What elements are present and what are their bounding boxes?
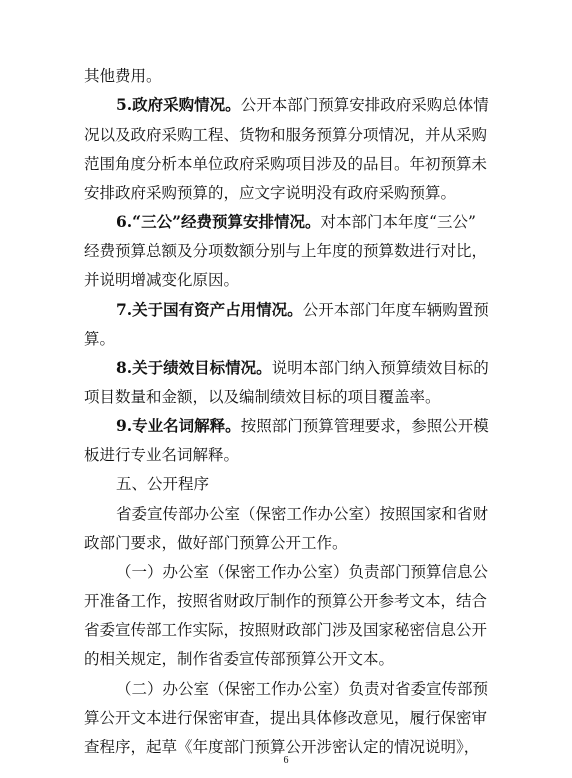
text-line: 省委宣传部工作实际，按照财政部门涉及国家秘密信息公开 [84,621,488,639]
text-line: 项目数量和金额，以及编制绩效目标的项目覆盖率。 [84,388,441,406]
text-line: 其他费用。 [84,67,162,85]
page-number: 6 [283,755,289,766]
text-line: 安排政府采购预算的，应文字说明没有政府采购预算。 [84,184,457,202]
text-line: 况以及政府采购工程、货物和服务预算分项情况，并从采购 [84,126,488,144]
text-line: 并说明增减变化原因。 [84,271,240,289]
text-line: 经费预算总额及分项数额分别与上年度的预算数进行对比， [84,242,488,260]
paragraph-three-public [116,212,572,232]
text-line: 公开本部门预算安排政府采购总体情 [240,96,489,114]
text-line: 对本部门本年度“三公” [320,213,476,231]
item-heading: 7.关于国有资产占用情况。 [116,300,303,319]
text-line: 省委宣传部办公室（保密工作办公室）按照国家和省财 [116,505,489,523]
paragraph-assets [116,300,572,320]
text-line: 公开本部门年度车辆购置预 [302,301,489,319]
item-heading: 6.“三公”经费预算安排情况。 [116,212,321,231]
text-line: 板进行专业名词解释。 [84,446,240,464]
section-heading: 五、公开程序 [116,475,210,493]
text-line: 开准备工作，按照省财政厅制作的预算公开参考文本，结合 [84,592,488,610]
text-line: （一）办公室（保密工作办公室）负责部门预算信息公 [116,563,489,581]
paragraph-procurement [116,95,572,115]
text-line: 查程序，起草《年度部门预算公开涉密认定的情况说明》， [84,738,480,756]
item-heading: 9.专业名词解释。 [116,416,241,435]
item-heading: 5.政府采购情况。 [116,95,241,114]
text-line: 算。 [84,330,116,348]
paragraph-performance [116,358,572,378]
text-line: 范围角度分析本单位政府采购项目涉及的品目。年初预算未 [84,155,488,173]
text-line: 算公开文本进行保密审查，提出具体修改意见，履行保密审 [84,709,488,727]
text-line: 按照部门预算管理要求，参照公开模 [240,417,489,435]
item-heading: 8.关于绩效目标情况。 [116,358,272,377]
text-line: 说明本部门纳入预算绩效目标的 [271,359,489,377]
paragraph-glossary [116,416,572,436]
text-line: 的相关规定，制作省委宣传部预算公开文本。 [84,650,395,668]
text-line: （二）办公室（保密工作办公室）负责对省委宣传部预 [116,680,489,698]
text-line: 政部门要求，做好部门预算公开工作。 [84,534,348,552]
